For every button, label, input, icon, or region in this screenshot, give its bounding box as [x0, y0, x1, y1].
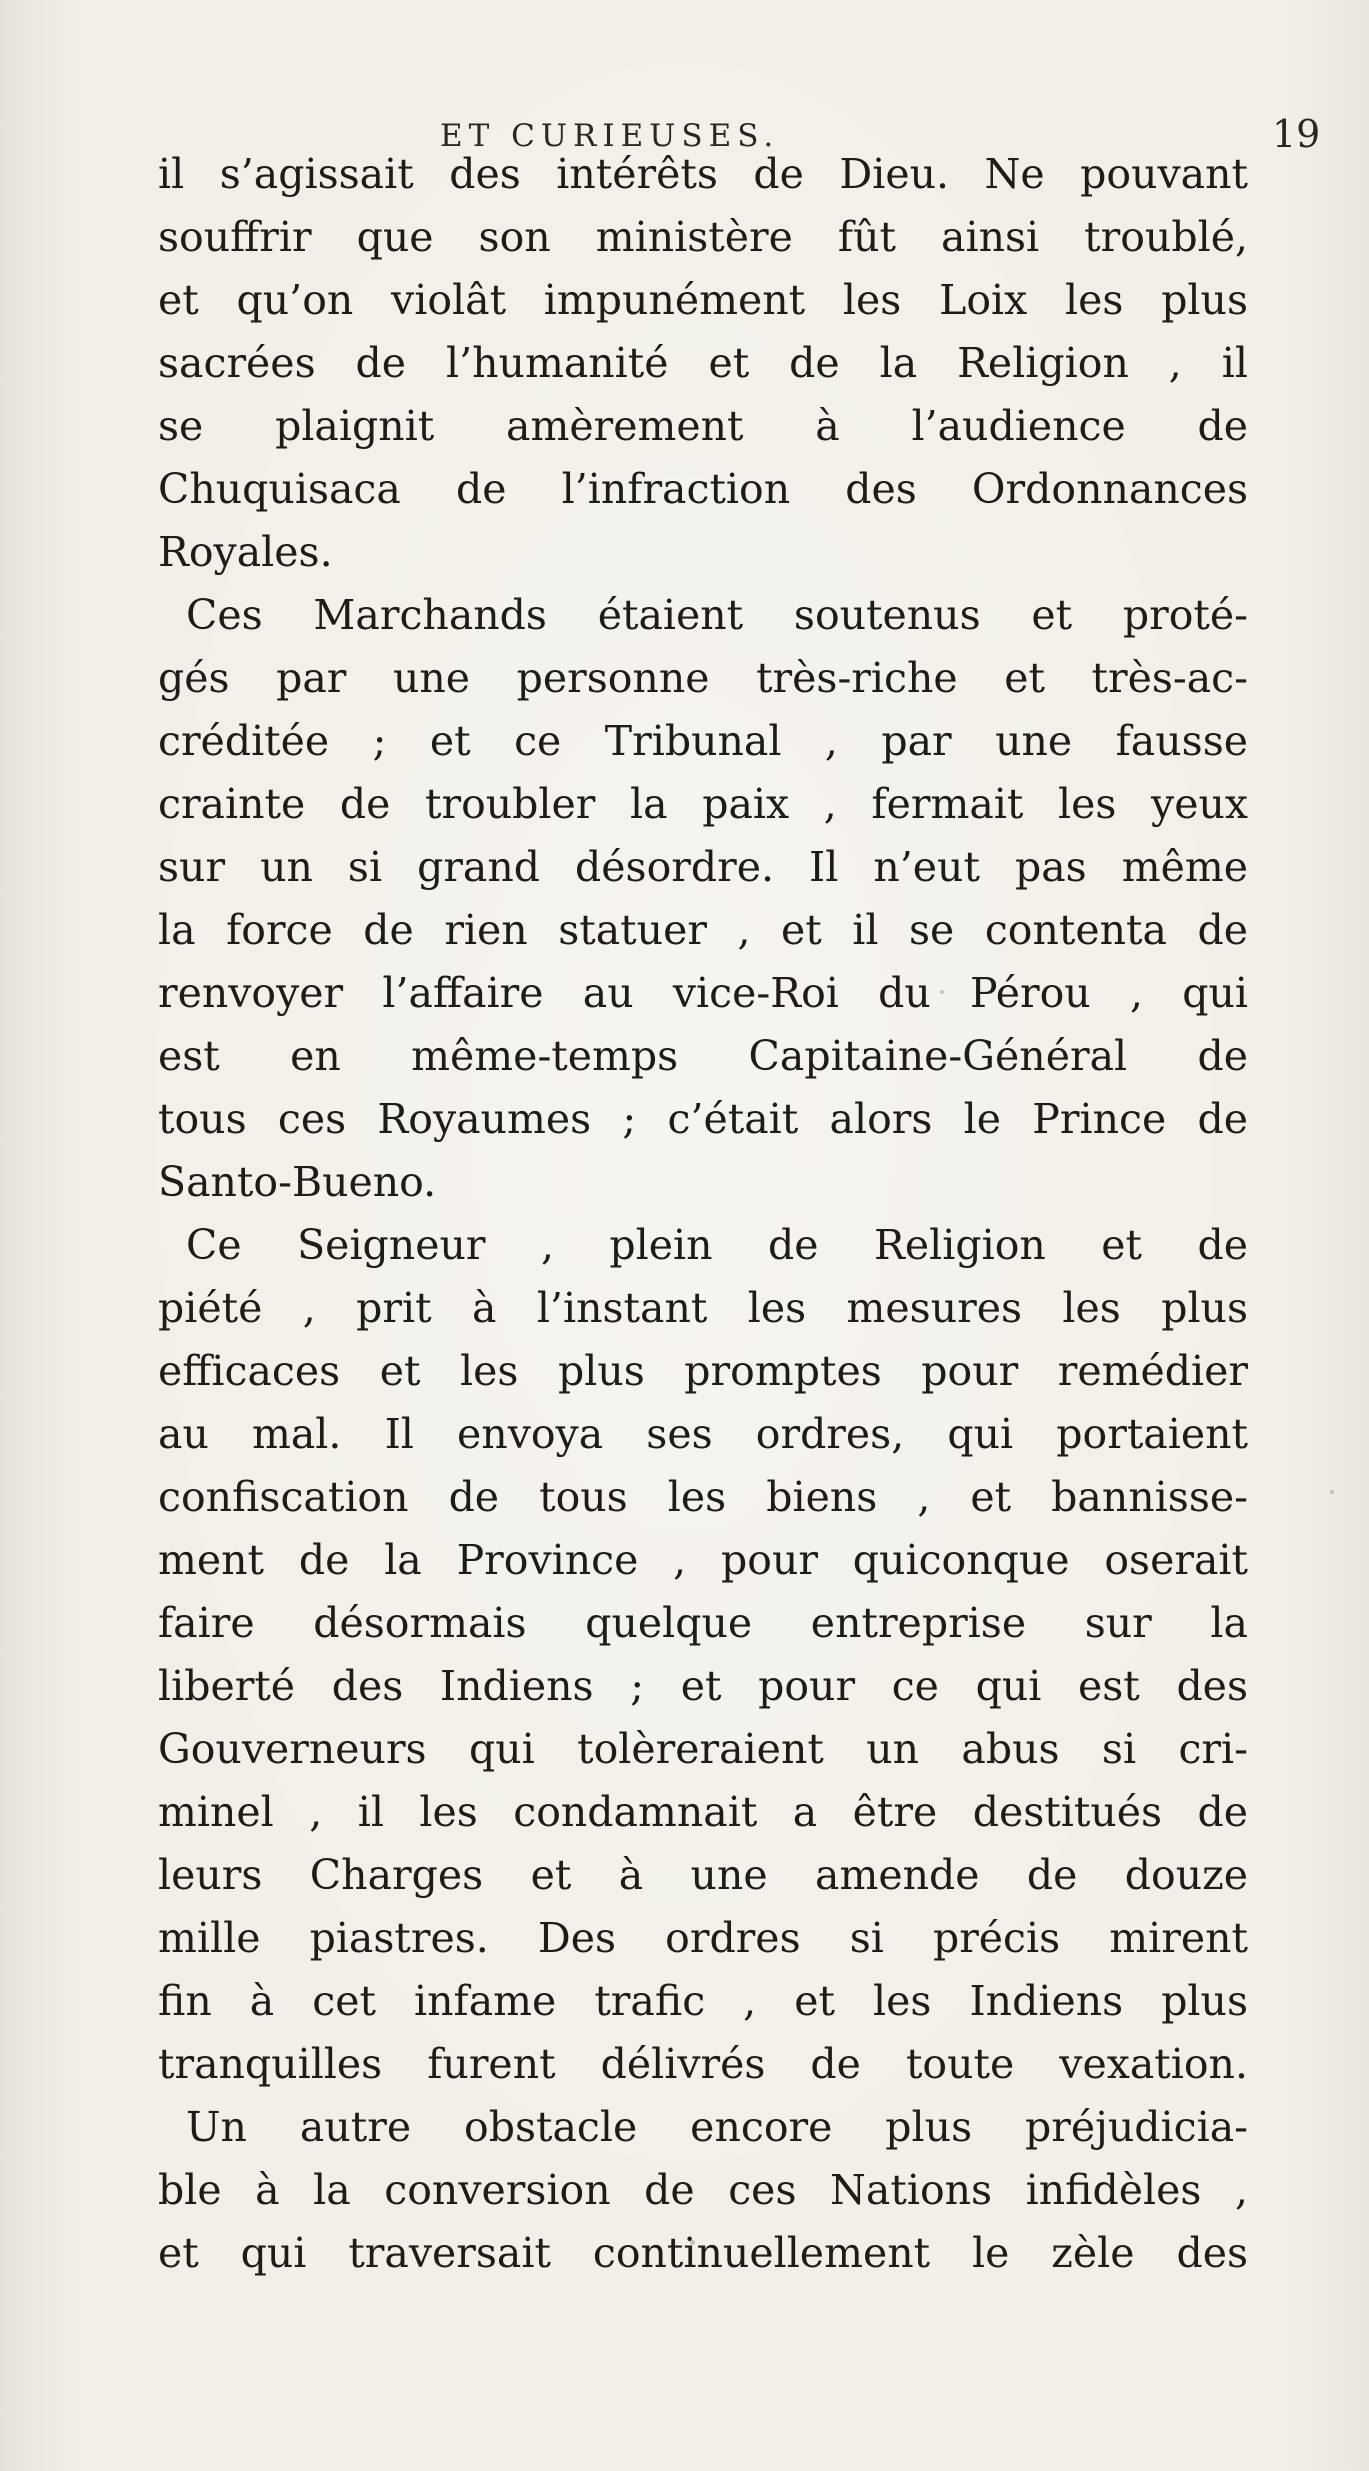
- text-line: est en même-temps Capitaine-Général de: [158, 1032, 1248, 1080]
- text-line: souffrir que son ministère fût ainsi troublé,: [158, 213, 1248, 261]
- body-text: [158, 143, 1248, 2285]
- text-line: Un autre obstacle encore plus préjudicia-: [186, 2103, 1248, 2151]
- text-line: Royales.: [158, 528, 333, 576]
- text-line: renvoyer l’affaire au vice-Roi du Pérou , qui: [158, 969, 1248, 1017]
- text-line: sacrées de l’humanité et de la Religion , il: [158, 339, 1248, 387]
- paper-speck: [690, 2240, 695, 2245]
- text-line: Gouverneurs qui tolèreraient un abus si cri-: [158, 1725, 1248, 1773]
- text-line: confiscation de tous les biens , et bannisse-: [158, 1473, 1248, 1521]
- text-line: Ce Seigneur , plein de Religion et de: [186, 1221, 1248, 1269]
- text-line: mille piastres. Des ordres si précis mirent: [158, 1914, 1248, 1962]
- text-line: minel , il les condamnait a être destitués de: [158, 1788, 1248, 1836]
- text-line: Santo-Bueno.: [158, 1158, 437, 1206]
- text-line: Ces Marchands étaient soutenus et proté-: [186, 591, 1248, 639]
- text-line: leurs Charges et à une amende de douze: [158, 1851, 1248, 1899]
- text-line: tous ces Royaumes ; c’était alors le Prince de: [158, 1095, 1248, 1143]
- text-line: ment de la Province , pour quiconque oserait: [158, 1536, 1248, 1584]
- text-line: liberté des Indiens ; et pour ce qui est des: [158, 1662, 1248, 1710]
- text-line: créditée ; et ce Tribunal , par une fausse: [158, 717, 1248, 765]
- text-line: gés par une personne très-riche et très-ac-: [158, 654, 1248, 702]
- text-line: se plaignit amèrement à l’audience de: [158, 402, 1248, 450]
- text-line: ble à la conversion de ces Nations infidèles ,: [158, 2166, 1248, 2214]
- text-line: sur un si grand désordre. Il n’eut pas même: [158, 843, 1248, 891]
- text-line: piété , prit à l’instant les mesures les plus: [158, 1284, 1248, 1332]
- text-line: efficaces et les plus promptes pour remédier: [158, 1347, 1248, 1395]
- text-line: crainte de troubler la paix , fermait les yeux: [158, 780, 1248, 828]
- text-line: tranquilles furent délivrés de toute vexation.: [158, 2040, 1248, 2088]
- text-line: et qui traversait continuellement le zèle des: [158, 2229, 1248, 2277]
- text-line: et qu’on violât impunément les Loix les plus: [158, 276, 1248, 324]
- text-line: Chuquisaca de l’infraction des Ordonnances: [158, 465, 1248, 513]
- running-header: ET CURIEUSES.: [440, 118, 780, 154]
- text-line: la force de rien statuer , et il se contenta de: [158, 906, 1248, 954]
- page-number: 19: [1272, 112, 1321, 156]
- paper-speck: [940, 990, 944, 994]
- text-line: faire désormais quelque entreprise sur la: [158, 1599, 1248, 1647]
- paper-speck: [1330, 1490, 1334, 1494]
- text-line: au mal. Il envoya ses ordres, qui portaient: [158, 1410, 1248, 1458]
- text-line: fin à cet infame trafic , et les Indiens plus: [158, 1977, 1248, 2025]
- text-line: il s’agissait des intérêts de Dieu. Ne pouvant: [158, 150, 1248, 198]
